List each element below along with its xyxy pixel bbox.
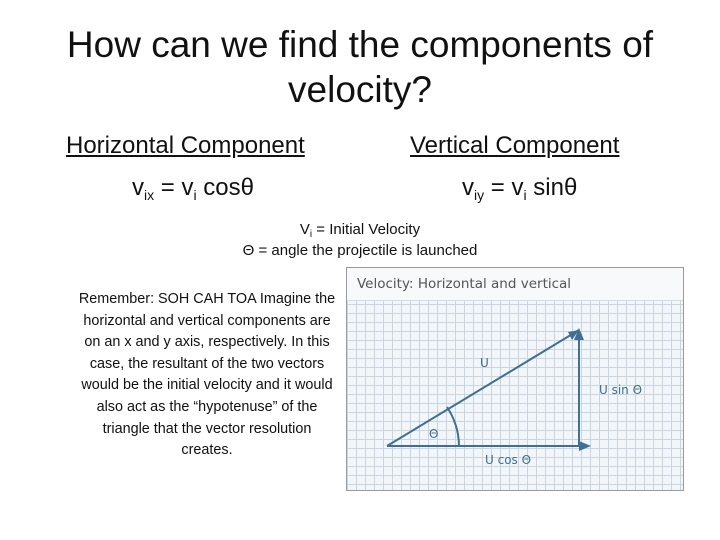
vertical-component-heading: Vertical Component bbox=[410, 132, 620, 159]
formula-lhs: v bbox=[462, 174, 474, 201]
vi-subscript: i bbox=[309, 229, 313, 240]
velocity-triangle-diagram bbox=[347, 268, 685, 492]
formula-function: cosθ bbox=[196, 174, 254, 201]
label-u: U bbox=[480, 356, 489, 370]
formula-rhs-subscript: i bbox=[523, 187, 527, 203]
vi-symbol: V bbox=[299, 221, 310, 238]
formula-equals: = v bbox=[154, 174, 194, 201]
label-u-cos-theta: U cos Θ bbox=[485, 453, 532, 467]
formula-lhs-subscript: ix bbox=[144, 187, 155, 203]
horizontal-arrowhead bbox=[579, 441, 591, 451]
formula-function: sinθ bbox=[526, 174, 578, 201]
horizontal-component-heading: Horizontal Component bbox=[66, 132, 305, 159]
velocity-vector bbox=[387, 330, 579, 446]
definitions bbox=[150, 219, 570, 261]
angle-arc bbox=[447, 407, 459, 446]
theta-definition: Θ = angle the projectile is launched bbox=[242, 242, 478, 259]
figure-title: Velocity: Horizontal and vertical bbox=[357, 276, 572, 292]
velocity-components-figure bbox=[346, 267, 684, 491]
formula-lhs: v bbox=[132, 174, 144, 201]
formula-lhs-subscript: iy bbox=[474, 187, 485, 203]
horizontal-formula bbox=[132, 172, 254, 204]
initial-velocity-definition bbox=[150, 219, 570, 240]
vertical-formula bbox=[462, 172, 577, 204]
remember-note: Remember: SOH CAH TOA Imagine the horizontal and vertical components are on an x and y axis, respectively. In this case, the resultant of the two vectors would be the initial velocity and it would also act as the “hypotenuse” of the triangle that the vector resolution creates. bbox=[78, 291, 336, 459]
label-theta: Θ bbox=[429, 427, 439, 441]
slide-title: How can we find the components of velocity? bbox=[66, 24, 654, 110]
formula-equals: = v bbox=[484, 174, 524, 201]
label-u-sin-theta: U sin Θ bbox=[599, 383, 643, 397]
triangle-lines bbox=[387, 330, 579, 446]
vi-text: = Initial Velocity bbox=[312, 221, 421, 238]
formula-rhs-subscript: i bbox=[193, 187, 197, 203]
